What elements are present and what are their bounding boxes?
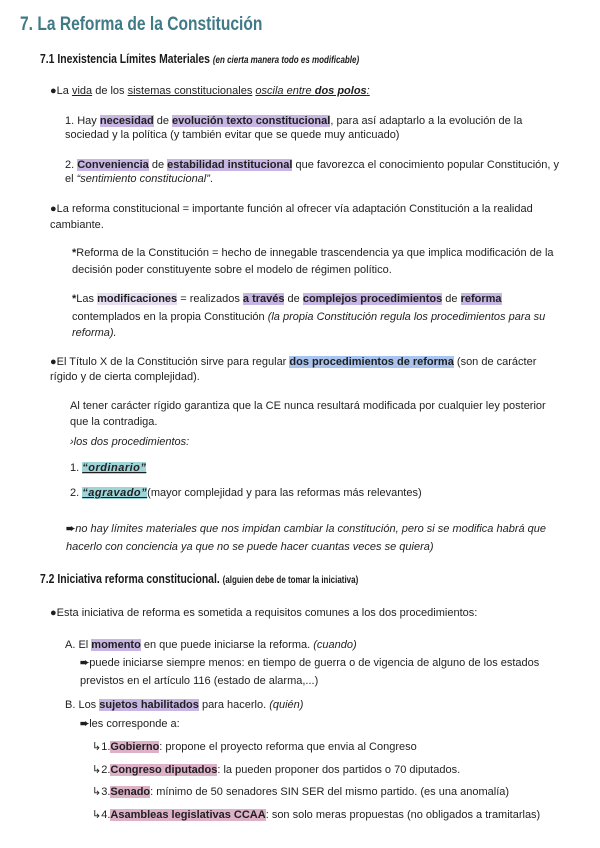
text: La [56, 85, 72, 97]
highlight-necesidad: necesidad [99, 115, 154, 127]
highlight-a-traves: a través [242, 293, 285, 305]
text: = realizados [177, 293, 243, 305]
text-vida: vida [71, 85, 93, 97]
highlight-momento: momento [91, 639, 141, 651]
paragraph-procedimientos: ›los dos procedimientos: [70, 436, 190, 448]
return-arrow-icon: ↳ [92, 741, 102, 753]
text: Las [76, 293, 98, 305]
star-modificaciones [72, 292, 502, 306]
text: les corresponde a: [89, 718, 180, 730]
text-sistemas: sistemas constitucionales [127, 85, 253, 97]
bullet-icon: ● [50, 85, 57, 97]
return-arrow-icon: ↳ [92, 809, 102, 821]
bullet-icon: ● [50, 356, 57, 368]
highlight-agravado: “agravado” [82, 487, 148, 499]
text: (son de carácter [453, 356, 537, 368]
star-reforma-constitucion-cont: decisión poder constituyente sobre el modelo de régimen político. [72, 264, 392, 276]
text: 1. [101, 741, 111, 753]
text: contemplados en la propia Constitución [72, 311, 268, 323]
list-item-asambleas [92, 808, 540, 822]
item-b-detail [80, 717, 180, 731]
text: 1. Hay [65, 115, 100, 127]
bullet-titulo-x [50, 355, 536, 369]
text: 2. [70, 487, 83, 499]
item-conveniencia-cont [65, 172, 213, 186]
text: El Título X de la Constitución sirve para regular [56, 356, 290, 368]
bullet-sistemas [50, 84, 370, 98]
list-item-gobierno [92, 740, 417, 754]
text: A. El [65, 639, 92, 651]
text-polos: dos polos [314, 85, 367, 97]
text: de [284, 293, 303, 305]
highlight-sujetos: sujetos habilitados [99, 699, 199, 711]
item-necesidad [65, 114, 522, 128]
highlight-senado: Senado [110, 786, 151, 798]
text: 1. [70, 462, 83, 474]
procedure-agravado [70, 486, 422, 500]
item-a-detail-cont: previstos en el artículo 116 (estado de alarma,...) [80, 675, 319, 687]
text-oscila: oscila entre [255, 85, 315, 97]
arrow-right-icon: ➨ [80, 718, 90, 730]
bullet-reforma-cont: cambiante. [50, 219, 104, 231]
item-necesidad-cont: sociedad y la política (y también evitar que se quede muy anticuado) [65, 129, 400, 141]
section-heading-7-2-note: (alguien debe de tomar la iniciativa) [222, 575, 359, 586]
section-heading-7-2-text: 7.2 Iniciativa reforma constitucional. [40, 571, 220, 586]
text: : mínimo de 50 senadores SIN SER del mismo partido. (es una anomalía) [150, 786, 510, 798]
highlight-congreso: Congreso diputados [110, 764, 218, 776]
text: , para así adaptarlo a la evolución de la [330, 115, 523, 127]
highlight-ordinario: “ordinario” [82, 462, 147, 474]
text: : [366, 85, 370, 97]
text-sentimiento: “sentimiento constitucional” [76, 173, 210, 185]
text: Esta iniciativa de reforma es sometida a requisitos comunes a los dos procedimientos: [56, 607, 478, 619]
bullet-iniciativa [50, 606, 477, 620]
item-a-momento [65, 638, 357, 652]
text: 2. [65, 159, 78, 171]
star-modificaciones-cont2: reforma). [72, 327, 117, 339]
star-icon: * [72, 247, 77, 259]
text: 3. [101, 786, 111, 798]
item-a-detail [80, 656, 539, 670]
text: 2. [101, 764, 111, 776]
star-icon: * [72, 293, 77, 305]
paragraph-rigido: Al tener carácter rígido garantiza que la CE nunca resultará modificada por cualquier ley posterior [70, 400, 546, 412]
text: de [153, 115, 173, 127]
note-limites [66, 522, 546, 536]
text: (mayor complejidad y para las reformas más relevantes) [147, 487, 422, 499]
highlight-dos-procedimientos: dos procedimientos de reforma [289, 356, 454, 368]
text-quien: (quién) [269, 699, 304, 711]
text-cuando: (cuando) [313, 639, 357, 651]
text: : la pueden proponer dos partidos o 70 diputados. [217, 764, 461, 776]
procedure-ordinario [70, 461, 146, 475]
highlight-asambleas: Asambleas legislativas CCAA [110, 809, 266, 821]
section-heading-7-1-note: (en cierta manera todo es modificable) [212, 55, 360, 66]
text: de [148, 159, 168, 171]
text: que favorezca el conocimiento popular Constitución, y [292, 159, 560, 171]
text: : propone el proyecto reforma que envia al Congreso [159, 741, 417, 753]
text: : son solo meras propuestas (no obligados a tramitarlas) [265, 809, 541, 821]
highlight-estabilidad: estabilidad institucional [167, 159, 293, 171]
text: B. Los [65, 699, 100, 711]
highlight-modificaciones: modificaciones [97, 293, 178, 305]
text-italic: (la propia Constitución regula los procedimientos para su [267, 311, 546, 323]
section-heading-7-1 [40, 52, 359, 68]
highlight-complejos: complejos procedimientos [302, 293, 443, 305]
bullet-icon: ● [50, 203, 57, 215]
text: 4. [101, 809, 111, 821]
text: puede iniciarse siempre menos: en tiempo de guerra o de vigencia de alguno de los estados [89, 657, 540, 669]
text: La reforma constitucional = importante función al ofrecer vía adaptación Constitución a la realidad [56, 203, 533, 215]
arrow-right-icon: ➨ [66, 523, 76, 535]
note-limites-cont: hacerlo con conciencia ya que no se puede hacer cuantas veces se quiera) [66, 541, 434, 553]
bullet-icon: ● [50, 607, 57, 619]
text: de [442, 293, 461, 305]
star-reforma-constitucion [72, 246, 554, 260]
text: para hacerlo. [198, 699, 270, 711]
text: el [65, 173, 77, 185]
page-title: 7. La Reforma de la Constitución [20, 14, 263, 35]
section-heading-7-1-text: 7.1 Inexistencia Límites Materiales [40, 51, 210, 66]
list-item-senado [92, 785, 509, 799]
highlight-gobierno: Gobierno [110, 741, 160, 753]
text: Reforma de la Constitución = hecho de innegable trascendencia ya que implica modificación de la [76, 247, 554, 259]
star-modificaciones-cont [72, 310, 545, 324]
item-b-sujetos [65, 698, 303, 712]
text: . [209, 173, 213, 185]
list-item-congreso [92, 763, 460, 777]
text: no hay límites materiales que nos impidan cambiar la constitución, pero si se modifica habrá que [75, 523, 547, 535]
highlight-conveniencia: Conveniencia [77, 159, 149, 171]
text: en que puede iniciarse la reforma. [140, 639, 314, 651]
arrow-right-icon: ➨ [80, 657, 90, 669]
bullet-reforma [50, 202, 533, 216]
highlight-evolucion: evolución texto constitucional [172, 115, 331, 127]
highlight-reforma: reforma [460, 293, 502, 305]
text: de los [92, 85, 128, 97]
return-arrow-icon: ↳ [92, 786, 102, 798]
section-heading-7-2 [40, 572, 358, 588]
return-arrow-icon: ↳ [92, 764, 102, 776]
paragraph-rigido-cont: que la contradiga. [70, 416, 158, 428]
item-conveniencia [65, 158, 559, 172]
bullet-titulo-x-cont: rígido y de cierta complejidad). [50, 371, 200, 383]
